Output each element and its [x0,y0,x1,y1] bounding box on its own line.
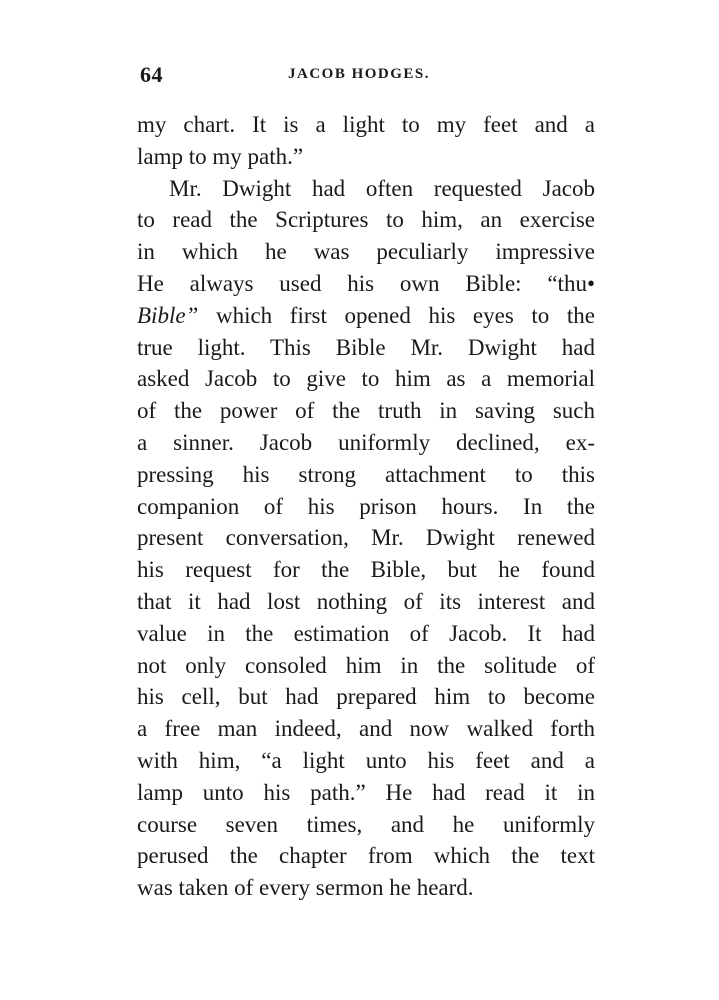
text-line: He always used his own Bible: “thu• [137,270,595,296]
text-line: course seven times, and he uniformly [137,811,595,837]
text-line: value in the estimation of Jacob. It had [137,620,595,646]
text-line: in which he was peculiarly impressive [137,239,595,265]
text-line: a sinner. Jacob uniformly declined, ex- [137,429,595,455]
text-line-with-italic [137,300,595,332]
page-number: 64 [140,62,163,87]
text-line: was taken of every sermon he heard. [137,875,474,901]
text-line: companion of his prison hours. In the [137,493,595,519]
text-line: pressing his strong attachment to this [137,461,595,487]
text-line: with him, “a light unto his feet and a [137,747,595,773]
text-line: perused the chapter from which the text [137,843,595,869]
body-text [137,109,595,904]
page-header [140,62,590,90]
text-line: present conversation, Mr. Dwight renewed [137,525,595,551]
text-line-rest: which first opened his eyes to the [215,302,596,328]
text-line: his cell, but had prepared him to become [137,684,595,710]
italic-bible-word: Bible” [137,302,199,328]
text-line: lamp to my path.” [137,143,304,169]
text-line: his request for the Bible, but he found [137,557,595,583]
text-line: true light. This Bible Mr. Dwight had [137,334,595,360]
text-line: a free man indeed, and now walked forth [137,716,595,742]
text-line: not only consoled him in the solitude of [137,652,595,678]
text-line: lamp unto his path.” He had read it in [137,779,595,805]
text-line: of the power of the truth in saving such [137,398,595,424]
text-line: my chart. It is a light to my feet and a [137,112,595,137]
paragraph-start-line: Mr. Dwight had often requested Jacob [169,175,595,201]
running-title: JACOB HODGES. [288,66,431,82]
text-line: to read the Scriptures to him, an exercise [137,207,595,233]
text-line: asked Jacob to give to him as a memorial [137,366,595,392]
text-line: that it had lost nothing of its interest and [137,588,595,614]
